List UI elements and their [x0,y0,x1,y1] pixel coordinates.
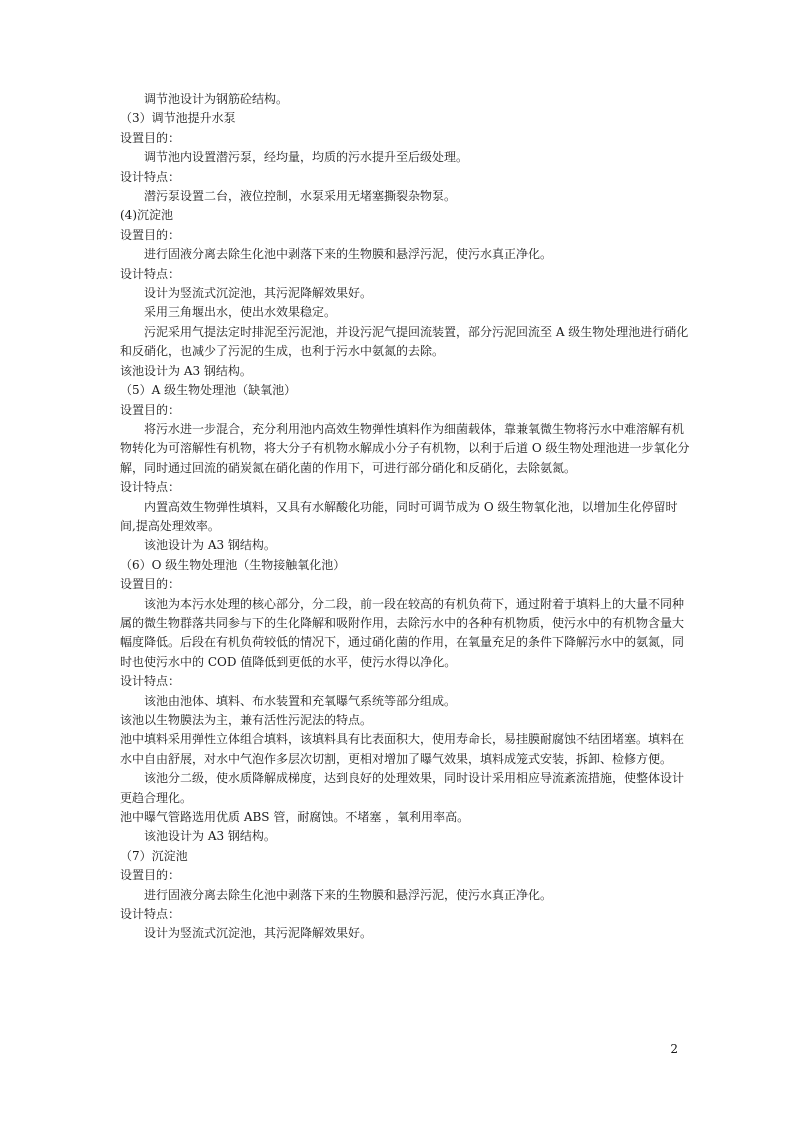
section-heading: （5）A 级生物处理池（缺氧池） [120,383,297,398]
paragraph: 污泥采用气提法定时排泥至污泥池，并设污泥气提回流装置，部分污泥回流至 A 级生物处理池进行硝化和反硝化，也减少了污泥的生成，也利于污水中氨氮的去除。 [120,324,689,359]
text-line: 设计为竖流式沉淀池，其污泥降解效果好。 [144,926,373,941]
paragraph: 内置高效生物弹性填料，又具有水解酸化功能，同时可调节成为 O 级生物氧化池，以增加生化停留时间,提高处理效率。 [120,499,678,533]
field-label: 设置目的： [120,577,181,592]
text-line: 进行固液分离去除生化池中剥落下来的生物膜和悬浮污泥，使污水真正净化。 [144,247,553,262]
paragraph: 该池为本污水处理的核心部分，分二段，前一段在较高的有机负荷下，通过附着于填料上的大量不同种属的微生物群落共同参与下的生化降解和吸附作用，去除污水中的各种有机物质，使污水中的有机物含量大幅度降低。后段在有机负荷较低的情况下，通过硝化菌的作用，在氧量充足的条件下降解污水中的氨氮，同时也使污水中的 COD 值降低到更低的水平，使污水得以净化。 [120,596,685,669]
document-body [120,90,690,944]
field-label: 设计特点： [120,907,181,922]
field-label: 设置目的： [120,868,181,883]
field-label: 设计特点： [120,480,181,495]
section-heading: （6）O 级生物处理池（生物接触氧化池） [120,557,346,572]
text-line: 池中曝气管路选用优质 ABS 管，耐腐蚀。不堵塞 ，氧利用率高。 [120,810,470,825]
text-line: 调节池设计为钢筋砼结构。 [144,92,289,106]
field-label: 设置目的： [120,227,181,242]
text-line: 该池设计为 A3 钢结构。 [144,829,276,844]
field-label: 设计特点： [120,266,181,281]
text-line: 潜污泵设置二台，液位控制，水泵采用无堵塞撕裂杂物泵。 [144,189,457,204]
field-label: 设计特点： [120,169,181,184]
field-label: 设置目的： [120,130,181,145]
text-line: 该池以生物膜法为主，兼有活性污泥法的特点。 [120,713,373,727]
field-label: 设计特点： [120,674,181,689]
section-heading: （7）沉淀池 [120,848,188,863]
text-line: 设计为竖流式沉淀池，其污泥降解效果好。 [144,286,373,301]
field-label: 设置目的： [120,402,181,417]
text-line: 该池设计为 A3 钢结构。 [120,363,252,378]
page-number: 2 [670,1042,678,1056]
section-heading: (4)沉淀池 [120,208,173,223]
text-line: 该池设计为 A3 钢结构。 [144,538,276,553]
text-line: 调节池内设置潜污泵，经均量，均质的污水提升至后级处理。 [144,150,469,165]
text-line: 采用三角堰出水，使出水效果稳定。 [144,305,337,320]
text-line: 该池由池体、填料、布水装置和充氧曝气系统等部分组成。 [144,693,457,708]
paragraph: 池中填料采用弹性立体组合填料，该填料具有比表面积大，使用寿命长，易挂膜耐腐蚀不结团堵塞。填料在水中自由舒展，对水中气泡作多层次切割，更相对增加了曝气效果，填料成笼式安装，拆卸、检修方便。 [120,732,685,766]
section-heading: （3）调节池提升水泵 [120,111,236,126]
paragraph: 将污水进一步混合，充分利用池内高效生物弹性填料作为细菌载体，靠兼氧微生物将污水中难溶解有机物转化为可溶解性有机物，将大分子有机物水解成小分子有机物，以利于后道 O 级生物处理池进一步氧化分解，同时通过回流的硝炭氮在硝化菌的作用下，可进行部分硝化和反硝化，去除氨氮。 [120,421,690,475]
paragraph: 该池分二级，使水质降解成梯度，达到良好的处理效果，同时设计采用相应导流紊流措施，使整体设计更趋合理化。 [120,771,685,805]
text-line: 进行固液分离去除生化池中剥落下来的生物膜和悬浮污泥，使污水真正净化。 [144,887,553,902]
